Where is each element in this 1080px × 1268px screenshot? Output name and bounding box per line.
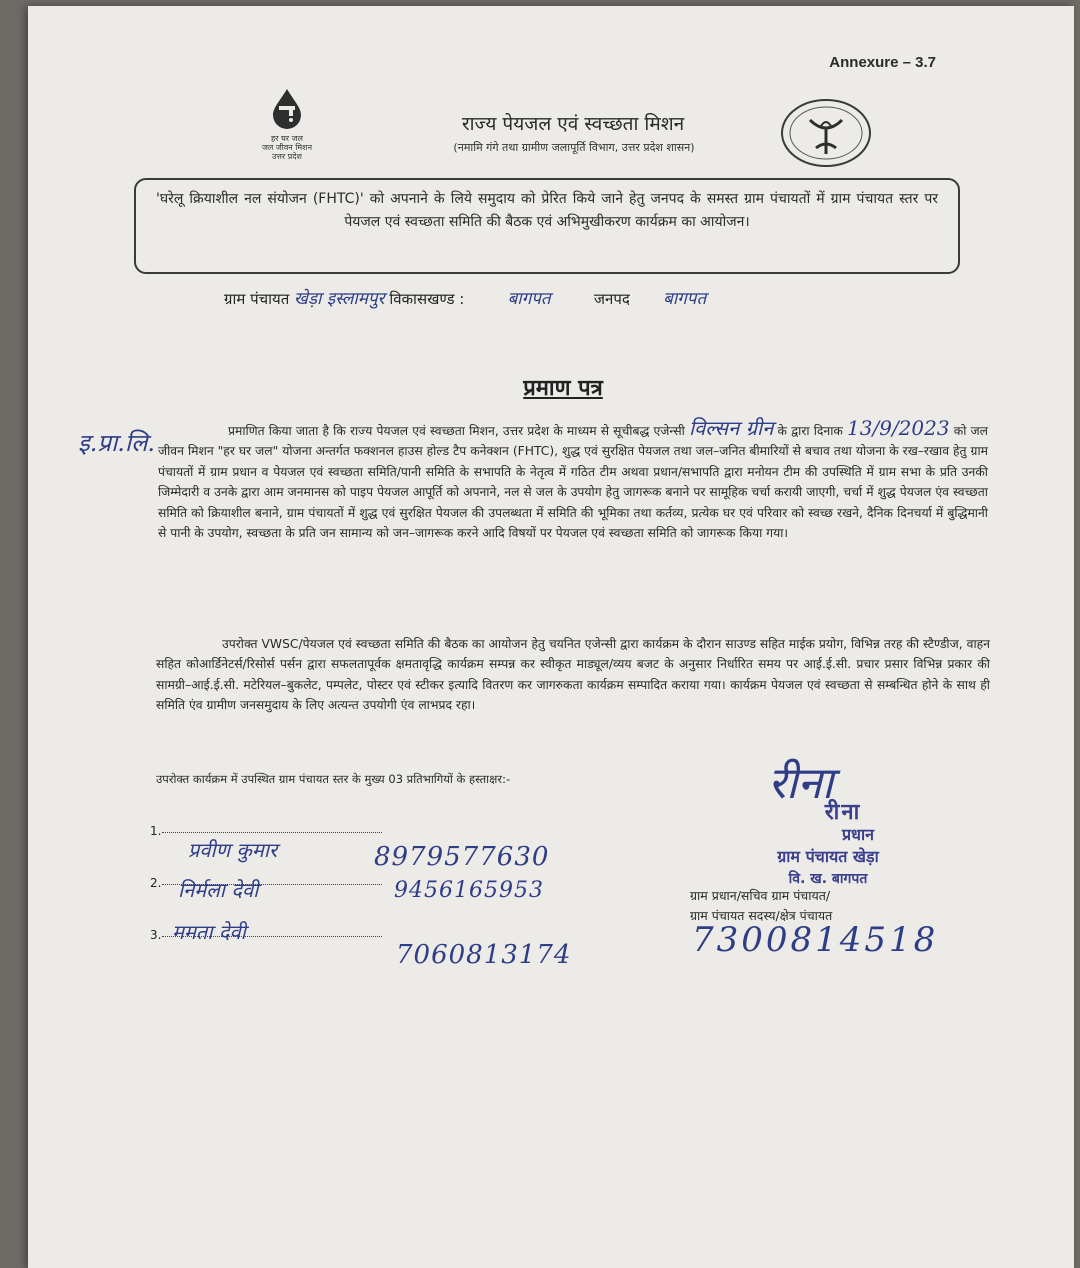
para1-part3: को जल जीवन मिशन "हर घर जल" योजना अन्तर्गत फक्शनल हाउस होल्ड टैप कनेक्शन (FHTC), शुद्ध एवं सुरक्षित पेयजल तथा जल–जनित बीमारियों से बचाव तथा योजना के रख–रखाव हेतु ग्राम पंचायतों में ग्राम प्रधान व पेयजल एवं स्वच्छता समिति/पानी समिति के सभापति के नेतृत्व में गठित टीम अथवा प्रधान/सभापति द्वारा मनोयन टीम की उपस्थिति में ग्राम सभा के प्रति उनकी जिम्मेदारी व उनके द्वारा आम जनमानस को पाइप पेयजल आपूर्ति को अपनाने, नल से जल के उपयोग हेतु जागरूक बनाने पर सामूहिक चर्चा करायी जाएगी, चर्चा में शुद्ध पेयजल एंव स्वच्छता समिति को क्रियाशील बनाने, ग्राम पंचायतों में शुद्ध एवं सुरक्षित पेयजल की उपलब्धता में समिति की भूमिका तथा कर्तव्य, प्रत्येक घर एवं परिवार को स्वच्छ रखने, दैनिक दिनचर्या में बुद्धिमानी से पानी के उपयोग, स्वच्छता के प्रति जन सामान्य को जन–जागरूक करने आदि विषयों पर पेयजल एवं स्वच्छता समिति को जागरूक किया गया। xyxy=(158,424,988,541)
program-title-box xyxy=(134,178,960,274)
mission-title: राज्य पेयजल एवं स्वच्छता मिशन xyxy=(461,113,685,135)
agency-name: विल्सन ग्रीन xyxy=(689,416,774,440)
pradhan-phone: 7300814518 xyxy=(692,920,939,960)
certificate-paragraph-2: उपरोक्त VWSC/पेयजल एवं स्वच्छता समिति की बैठक का आयोजन हेतु चयनित एजेन्सी द्वारा कार्यक्रम के दौरान साउण्ड सहित माईक प्रयोग, विभिन्न तरह की स्टैण्डीज, वाहन सहित कोआर्डिनेटर्स/रिसोर्स पर्सन द्वारा सफलतापूर्वक क्षमतावृद्धि कार्यक्रम सम्पन्न कर स्वीकृत माड्यूल/व्यय बजट के अनुसार निर्धारित समय पर आई.ई.सी. प्रचार प्रसार विभिन्न प्रकार की सामग्री–आई.ई.सी. मटेरियल–बुकलेट, पम्पलेट, पोस्टर एवं स्टीकर इत्यादि वितरण कर जागरुकता कार्यक्रम सम्पादित कराया गया। कार्यक्रम पेयजल एवं स्वच्छता से सम्बन्धित होने के साथ ही समिति एंव ग्रामीण जनसमुदाय के लिए अत्यन्त उपयोगी एंव लाभप्रद रहा। xyxy=(156,637,990,713)
designation-line-2: ग्राम पंचायत सदस्य/क्षेत्र पंचायत xyxy=(690,908,833,923)
water-drop-tap-icon xyxy=(265,86,309,130)
har-ghar-jal-logo xyxy=(232,86,342,162)
logo-tagline-2: जल जीवन मिशन xyxy=(261,143,313,152)
gp-value: खेड़ा इस्लामपुर xyxy=(294,289,385,309)
district-label: जनपद xyxy=(593,290,630,308)
participant-phone: 8979577630 xyxy=(374,842,550,872)
signature-intro: उपरोक्त कार्यक्रम में उपस्थित ग्राम पंचायत स्तर के मुख्य 03 प्रतिभागियों के हस्ताक्षर:- xyxy=(156,772,511,786)
participant-signature: निर्मला देवी xyxy=(178,878,259,902)
para1-part1: प्रमाणित किया जाता है कि राज्य पेयजल एवं स्वच्छता मिशन, उत्तर प्रदेश के माध्यम से सूचीबद्ध एजेन्सी xyxy=(228,424,685,438)
participant-signature: ममता देवी xyxy=(172,920,246,944)
program-title-text: 'घरेलू क्रियाशील नल संयोजन (FHTC)' को अपनाने के लिये समुदाय को प्रेरित किये जाने हेतु जनपद के समस्त ग्राम पंचायतों में ग्राम पंचायत स्तर पर पेयजल एवं स्वच्छता समिति की बैठक एवं अभिमुखीकरण कार्यक्रम का आयोजन। xyxy=(156,191,938,230)
certificate-title: प्रमाण पत्र xyxy=(523,376,603,401)
stamp-block: वि. ख. बागपत xyxy=(788,871,868,887)
participant-number: 2. xyxy=(150,876,162,890)
designation-line-1: ग्राम प्रधान/सचिव ग्राम पंचायत/ xyxy=(690,888,831,903)
block-value: बागपत xyxy=(507,289,551,309)
district-value: बागपत xyxy=(663,289,707,309)
gram-panchayat-line xyxy=(224,286,904,309)
pradhan-signature: रीना xyxy=(768,758,834,809)
participant-phone: 9456165953 xyxy=(394,878,544,903)
participant-phone: 7060813174 xyxy=(396,940,572,970)
logo-tagline-3: उत्तर प्रदेश xyxy=(272,152,302,161)
stamp-title: प्रधान xyxy=(842,825,874,844)
margin-handwritten-note: इ.प्रा.लि. xyxy=(78,429,156,457)
program-date: 13/9/2023 xyxy=(847,416,950,440)
block-label: विकासखण्ड : xyxy=(389,290,465,308)
logo-tagline-1: हर घर जल xyxy=(271,134,303,143)
annexure-label: Annexure – 3.7 xyxy=(829,54,936,71)
participant-number: 1. xyxy=(150,824,162,838)
mission-subtitle: (नमामि गंगे तथा ग्रामीण जलापूर्ति विभाग, उत्तर प्रदेश शासन) xyxy=(453,141,695,154)
para1-part2: के द्वारा दिनाक xyxy=(777,424,843,438)
up-government-emblem xyxy=(780,98,872,168)
stamp-gram-panchayat: ग्राम पंचायत खेड़ा xyxy=(777,847,879,866)
gp-label: ग्राम पंचायत xyxy=(224,290,290,308)
document-page xyxy=(28,6,1074,1268)
participant-number: 3. xyxy=(150,928,162,942)
pradhan-stamp xyxy=(718,802,938,890)
participant-signature: प्रवीण कुमार xyxy=(188,838,278,862)
stamp-name: रीना xyxy=(824,800,862,825)
emblem-seal-icon xyxy=(780,98,872,168)
certificate-paragraph-1 xyxy=(158,418,988,543)
